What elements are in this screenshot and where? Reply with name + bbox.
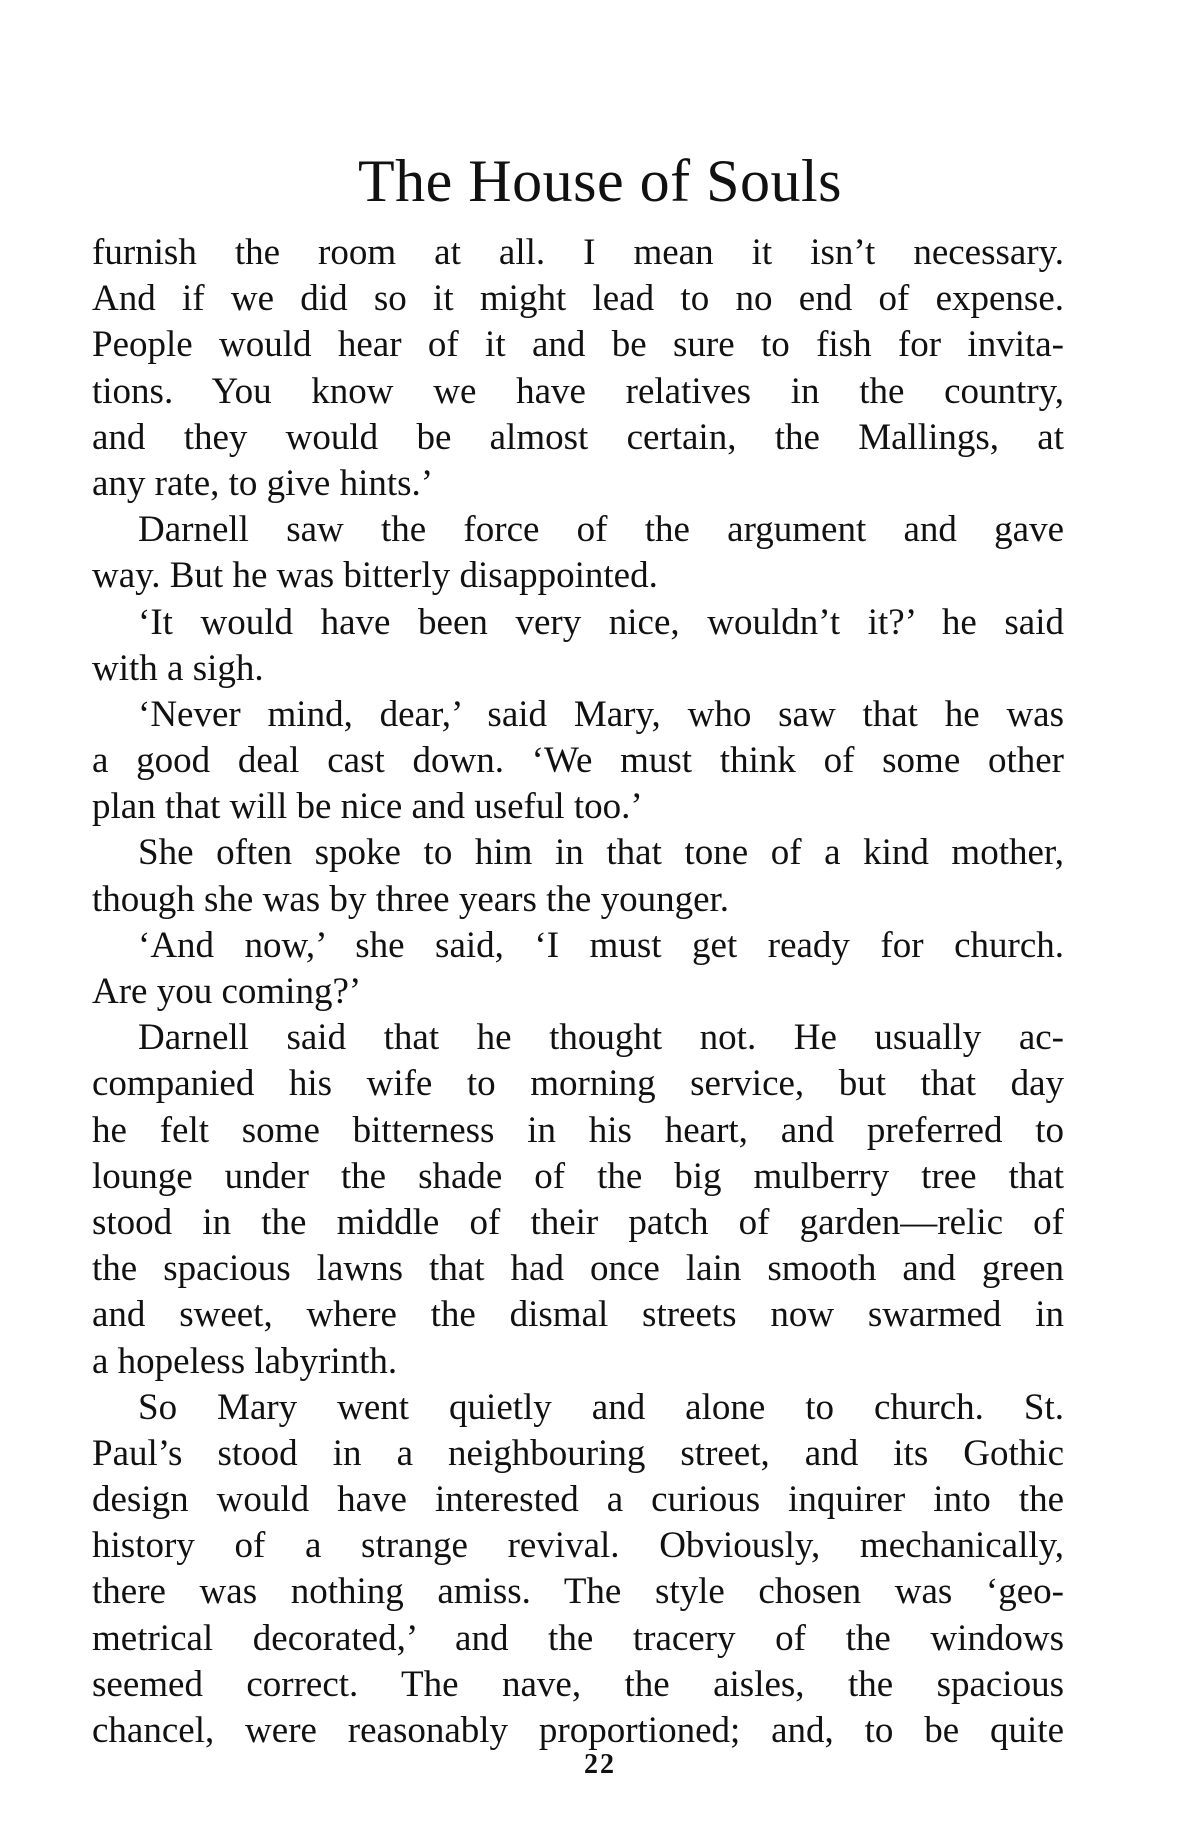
text-line: Darnell saw the force of the argument and gave xyxy=(138,509,1064,551)
text-line: And if we did so it might lead to no end of expense. xyxy=(92,278,1064,320)
text-line: Paul’s stood in a neighbouring street, and its Gothic xyxy=(92,1432,1064,1474)
text-line: and sweet, where the dismal streets now swarmed in xyxy=(92,1294,1064,1336)
text-line: plan that will be nice and useful too.’ xyxy=(92,786,643,828)
text-line: metrical decorated,’ and the tracery of the windows xyxy=(92,1617,1064,1659)
text-line: companied his wife to morning service, but that day xyxy=(92,1063,1064,1105)
text-line: there was nothing amiss. The style chosen was ‘geo- xyxy=(92,1571,1064,1613)
text-line: way. But he was bitterly disappointed. xyxy=(92,555,658,597)
text-line: the spacious lawns that had once lain smooth and green xyxy=(92,1248,1064,1290)
text-line: he felt some bitterness in his heart, and preferred to xyxy=(92,1109,1064,1151)
text-line: ‘Never mind, dear,’ said Mary, who saw that he was xyxy=(138,693,1064,735)
text-line: a good deal cast down. ‘We must think of some other xyxy=(92,740,1064,782)
text-line: stood in the middle of their patch of garden—relic of xyxy=(92,1201,1064,1243)
text-line: though she was by three years the younger. xyxy=(92,878,730,920)
text-line: history of a strange revival. Obviously, mechanically, xyxy=(92,1525,1064,1567)
text-line: lounge under the shade of the big mulberry tree that xyxy=(92,1155,1064,1197)
text-line: tions. You know we have relatives in the country, xyxy=(92,370,1064,412)
text-line: and they would be almost certain, the Mallings, at xyxy=(92,416,1064,458)
text-line: furnish the room at all. I mean it isn’t necessary. xyxy=(92,232,1064,273)
text-line: So Mary went quietly and alone to church. St. xyxy=(138,1386,1064,1428)
running-head-title: The House of Souls xyxy=(358,148,842,214)
text-line: She often spoke to him in that tone of a kind mother, xyxy=(138,832,1064,874)
text-line: chancel, were reasonably proportioned; and, to be quite xyxy=(92,1710,1064,1751)
text-line: ‘And now,’ she said, ‘I must get ready for church. xyxy=(138,924,1064,966)
text-line: seemed correct. The nave, the aisles, the spacious xyxy=(92,1663,1064,1705)
text-line: Are you coming?’ xyxy=(92,971,362,1012)
text-line: any rate, to give hints.’ xyxy=(92,462,434,504)
text-line: a hopeless labyrinth. xyxy=(92,1340,398,1382)
body-text xyxy=(92,230,1064,1754)
page-number: 22 xyxy=(584,1749,616,1780)
text-line: People would hear of it and be sure to fish for invita- xyxy=(92,324,1064,366)
text-line: Darnell said that he thought not. He usually ac- xyxy=(138,1017,1064,1059)
text-line: ‘It would have been very nice, wouldn’t it?’ he said xyxy=(138,601,1064,643)
text-line: design would have interested a curious inquirer into the xyxy=(92,1479,1064,1521)
text-line: with a sigh. xyxy=(92,647,264,689)
